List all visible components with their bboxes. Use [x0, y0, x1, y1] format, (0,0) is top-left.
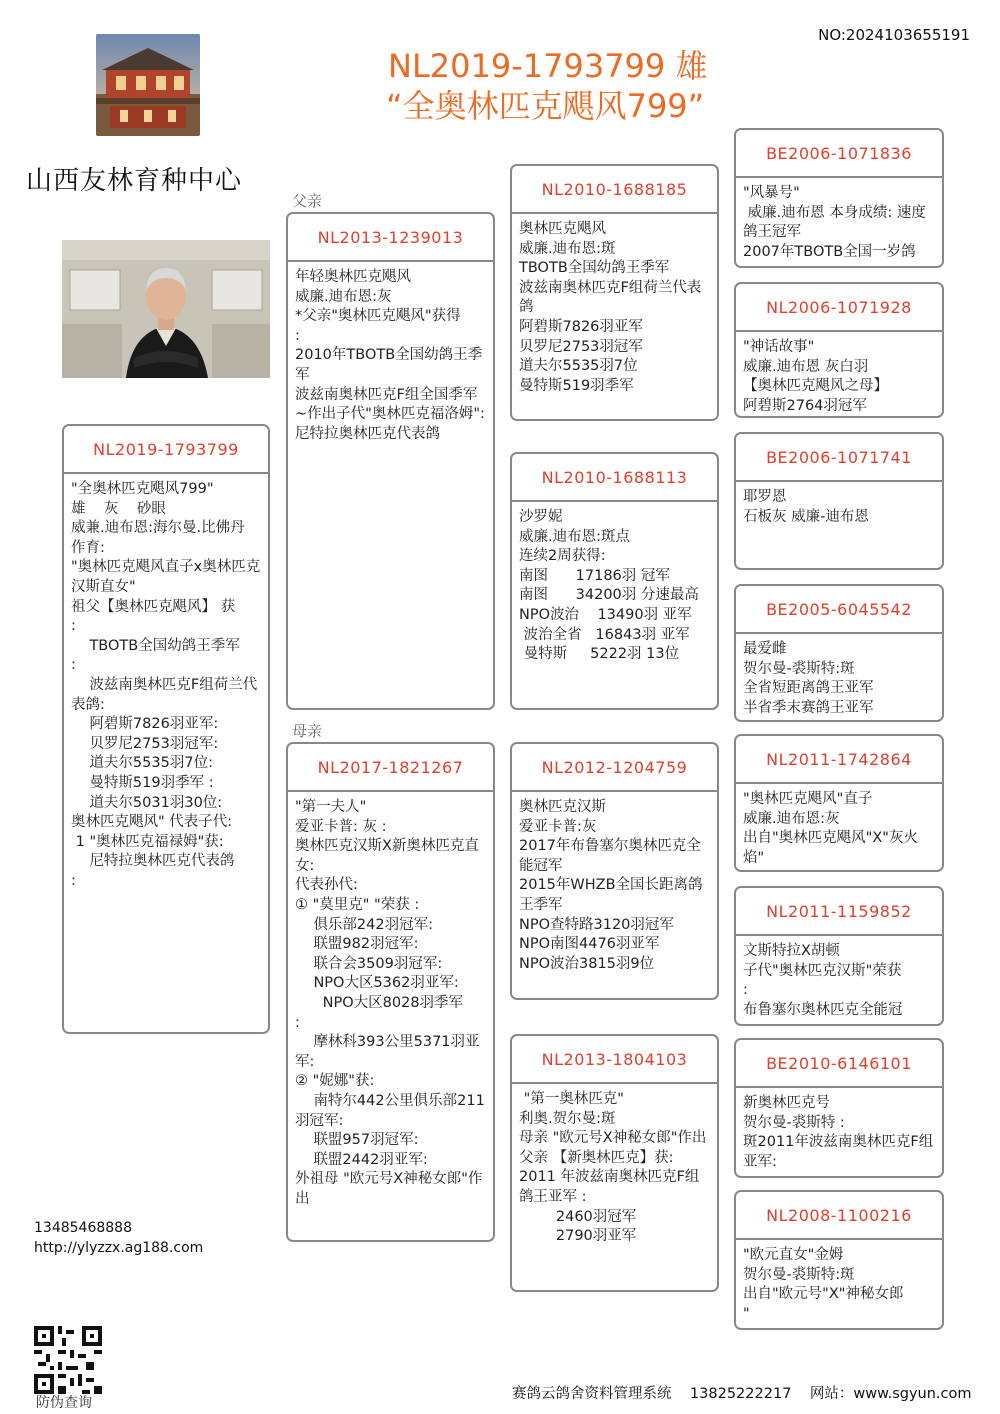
card-details: 最爱雌 贺尔曼-裘斯特:斑 全省短距离鸽王亚军 半省季末赛鸽王亚军 — [743, 641, 874, 716]
ring-number: NL2019-1793799 — [64, 426, 268, 474]
pedigree-title — [300, 46, 820, 126]
card-details: "神话故事" 威廉.迪布恩 灰白羽 【奥林匹克飓风之母】 阿碧斯2764羽冠军 — [743, 339, 888, 414]
breeder-photo — [62, 240, 270, 378]
ring-number: NL2013-1239013 — [288, 214, 493, 262]
ring-number: BE2006-1071836 — [736, 130, 942, 178]
card-details: 沙罗妮 威廉.迪布恩:斑点 连续2周获得: 南图 17186羽 冠军 南图 34200羽 分速最高 NPO波治 13490羽 亚军 波治全省 16843羽 亚军 曼特斯 5222羽 13位 — [519, 509, 699, 663]
loft-building-photo — [96, 34, 200, 136]
dsd-card — [734, 886, 944, 1026]
ring-number: NL2012-1204759 — [512, 744, 717, 792]
sire-card — [286, 212, 495, 710]
ring-number: NL2017-1821267 — [288, 744, 493, 792]
sdd-card — [734, 584, 944, 722]
dds-card — [734, 1038, 944, 1178]
title-bird-name: “全奥林匹克飓风799” — [386, 87, 705, 125]
ring-number: NL2010-1688113 — [512, 454, 717, 502]
card-details: "第一夫人" 爱亚卡普: 灰 : 奥林匹克汉斯X新奥林匹克直女: 代表孙代: ① "莫里克" "荣获 : 俱乐部242羽冠军: 联盟982羽冠军: 联合会3509羽冠军: NPO大区5362羽亚军: NPO大区8028羽季军 : 摩林科393公里5371羽亚军: ② "妮娜"获: 南特尔442公里俱乐部211羽冠军: 联盟957羽冠军: 联盟2442羽亚军: 外祖母 "欧元号X神秘女郎"作出 — [295, 799, 485, 1207]
contact-url[interactable]: http://ylyzzx.ag188.com — [34, 1240, 204, 1256]
card-details: "欧元直女"金姆 贺尔曼-裘斯特:斑 出自"欧元号"X"神秘女郎 " — [743, 1247, 904, 1322]
father-label: 父亲 — [292, 192, 323, 210]
dss-card — [734, 734, 944, 872]
sire-dam-card — [510, 452, 719, 710]
card-details: "第一奥林匹克" 利奥.贺尔曼:斑 母亲 "欧元号X神秘女郎"作出 父亲 【新奥林匹克】获: 2011 年波兹南奥林匹克F组鸽王亚军 : 2460羽冠军 2790羽亚军 — [519, 1091, 707, 1245]
ring-number: BE2010-6146101 — [736, 1040, 942, 1088]
sire-sire-card — [510, 164, 719, 421]
ring-number: NL2011-1159852 — [736, 888, 942, 936]
ssd-card — [734, 282, 944, 418]
ring-number: NL2010-1688185 — [512, 166, 717, 214]
loft-name: 山西友林育种中心 — [26, 166, 243, 196]
card-details: "全奥林匹克飓风799" 雄 灰 砂眼 威兼.迪布恩:海尔曼.比佛丹 作育: "奥林匹克飓风直子x奥林匹克汉斯直女" 祖父【奥林匹克飓风】 获 : TBOTB全国幼鸽王季军 : 波兹南奥林匹克F组荷兰代表鸽: 阿碧斯7826羽亚军: 贝罗尼2753羽冠军: 道夫尔5535羽7位: 曼特斯519羽季军 : 道夫尔5031羽30位: 奥林匹克飓风" 代表子代: 1 "奥林匹克福禄姆"获: 尼特拉奥林匹克代表鸽 : — [71, 481, 261, 889]
footer-system-info: 赛鸽云鸽舍资料管理系统 13825222217 网站：www.sgyun.com — [512, 1386, 972, 1402]
ring-number: BE2005-6045542 — [736, 586, 942, 634]
card-details: 奥林匹克飓风 威廉.迪布恩:斑 TBOTB全国幼鸽王季军 波兹南奥林匹克F组荷兰代表鸽 阿碧斯7826羽亚军 贝罗尼2753羽冠军 道夫尔5535羽7位 曼特斯519羽季军 — [519, 221, 702, 394]
qr-code[interactable] — [34, 1326, 102, 1394]
contact-phone: 13485468888 — [34, 1220, 132, 1236]
card-details: "奥林匹克飓风"直子 威廉.迪布恩:灰 出自"奥林匹克飓风"X"灰火焰" — [743, 791, 918, 866]
card-details: 奥林匹克汉斯 爱亚卡普:灰 2017年布鲁塞尔奥林匹克全能冠军 2015年WHZB全国长距离鸽王季军 NPO查特路3120羽冠军 NPO南图4476羽亚军 NPO波治3815羽9位 — [519, 799, 703, 972]
card-details: 文斯特拉X胡顿 子代"奥林匹克汉斯"荣获 : 布鲁塞尔奥林匹克全能冠 — [743, 943, 903, 1018]
mother-label: 母亲 — [292, 722, 323, 740]
dam-sire-card — [510, 742, 719, 1000]
card-details: 新奥林匹克号 贺尔曼-裘斯特 : 斑2011年波兹南奥林匹克F组亚军: — [743, 1095, 934, 1170]
sss-card — [734, 128, 944, 268]
dam-dam-card — [510, 1034, 719, 1292]
title-ring-number: NL2019-1793799 雄 — [388, 47, 708, 85]
qr-label: 防伪查询 — [36, 1395, 92, 1411]
ring-number: BE2006-1071741 — [736, 434, 942, 482]
ring-number: NL2011-1742864 — [736, 736, 942, 784]
ring-number: NL2013-1804103 — [512, 1036, 717, 1084]
ddd-card — [734, 1190, 944, 1330]
card-details: "风暴号" 威廉.迪布恩 本身成绩: 速度鸽王冠军 2007年TBOTB全国一岁鸽 — [743, 185, 926, 260]
dam-card — [286, 742, 495, 1242]
subject-card — [62, 424, 270, 1034]
document-number: NO:2024103655191 — [818, 26, 970, 44]
ring-number: NL2008-1100216 — [736, 1192, 942, 1240]
ring-number: NL2006-1071928 — [736, 284, 942, 332]
card-details: 耶罗恩 石板灰 威廉-迪布恩 — [743, 489, 869, 525]
card-details: 年轻奥林匹克飓风 威廉.迪布恩:灰 *父亲"奥林匹克飓风"获得 : 2010年TBOTB全国幼鸽王季军 波兹南奥林匹克F组全国季军 ~作出子代"奥林匹克福洛姆": 尼特拉奥林匹克代表鸽 — [295, 269, 485, 442]
sds-card — [734, 432, 944, 570]
